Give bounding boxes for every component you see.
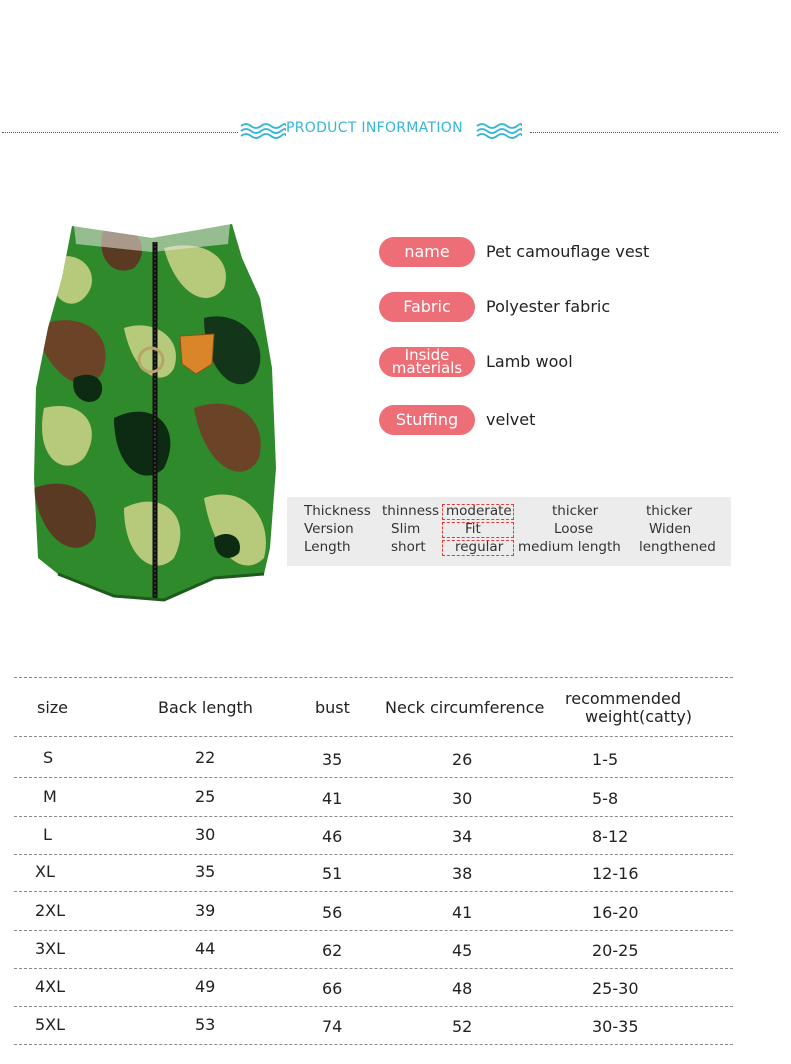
cell-back-length: 53	[195, 1015, 216, 1034]
grading-option-selected: Fit	[465, 521, 481, 537]
header-rule-left	[2, 132, 238, 133]
cell-weight: 25-30	[592, 979, 639, 998]
table-row-rule	[14, 968, 733, 969]
grading-option: thicker	[552, 503, 599, 519]
attr-value-inside-materials: Lamb wool	[486, 352, 573, 371]
cell-size: L	[43, 825, 52, 844]
table-row-rule	[14, 891, 733, 892]
cell-bust: 35	[322, 750, 343, 769]
camouflage-vest-image	[14, 218, 332, 602]
cell-back-length: 35	[195, 862, 216, 881]
section-title: PRODUCT INFORMATION	[286, 120, 463, 136]
attr-label-inside-line2: materials	[391, 359, 463, 377]
cell-size: 2XL	[35, 901, 66, 920]
grading-option: short	[391, 539, 426, 555]
grading-option: thinness	[382, 503, 440, 519]
cell-back-length: 25	[195, 787, 216, 806]
cell-back-length: 22	[195, 748, 216, 767]
grading-option: Slim	[391, 521, 421, 537]
cell-size: S	[43, 748, 54, 767]
cell-weight: 30-35	[592, 1017, 639, 1036]
table-row-rule	[14, 777, 733, 778]
cell-neck: 45	[452, 941, 473, 960]
cell-size: M	[43, 787, 57, 806]
table-row-rule	[14, 1006, 733, 1007]
cell-back-length: 49	[195, 977, 216, 996]
table-row-rule	[14, 854, 733, 855]
grading-option: Widen	[649, 521, 692, 537]
cell-bust: 66	[322, 979, 343, 998]
cell-back-length: 30	[195, 825, 216, 844]
header-rule-right	[530, 132, 778, 133]
wave-icon-left	[240, 122, 286, 140]
cell-size: 3XL	[35, 939, 66, 958]
cell-neck: 38	[452, 864, 473, 883]
attr-label-inside-line1: Inside	[404, 346, 450, 364]
cell-weight: 5-8	[592, 789, 619, 808]
grading-option: Loose	[554, 521, 594, 537]
attr-value-fabric: Polyester fabric	[486, 297, 611, 316]
cell-weight: 16-20	[592, 903, 639, 922]
cell-back-length: 44	[195, 939, 216, 958]
col-header-weight-line1: recommended	[565, 689, 681, 708]
cell-bust: 51	[322, 864, 343, 883]
cell-bust: 46	[322, 827, 343, 846]
cell-back-length: 39	[195, 901, 216, 920]
cell-bust: 56	[322, 903, 343, 922]
attr-label-inside-materials	[379, 347, 475, 377]
grading-option: medium length	[518, 539, 621, 555]
attr-label-name: name	[379, 237, 475, 267]
cell-bust: 41	[322, 789, 343, 808]
cell-neck: 34	[452, 827, 473, 846]
table-rule	[14, 736, 733, 737]
col-header-weight-line2: weight(catty)	[585, 707, 693, 726]
attr-label-fabric: Fabric	[379, 292, 475, 322]
col-header-back-length: Back length	[158, 698, 253, 717]
cell-size: 4XL	[35, 977, 66, 996]
grading-row-name: Version	[304, 521, 354, 537]
table-row-rule	[14, 1044, 733, 1045]
attr-label-stuffing: Stuffing	[379, 405, 475, 435]
grading-row-name: Length	[304, 539, 351, 555]
cell-neck: 52	[452, 1017, 473, 1036]
cell-weight: 8-12	[592, 827, 629, 846]
cell-neck: 26	[452, 750, 473, 769]
col-header-neck: Neck circumference	[385, 698, 545, 717]
grading-option: lengthened	[639, 539, 716, 555]
cell-size: 5XL	[35, 1015, 66, 1034]
grading-option: thicker	[646, 503, 693, 519]
cell-neck: 48	[452, 979, 473, 998]
cell-bust: 74	[322, 1017, 343, 1036]
grading-option-selected: regular	[455, 539, 504, 555]
attr-value-name: Pet camouflage vest	[486, 242, 650, 261]
attr-value-stuffing: velvet	[486, 410, 536, 429]
col-header-bust: bust	[315, 698, 350, 717]
cell-size: XL	[35, 862, 55, 881]
grading-row-name: Thickness	[304, 503, 371, 519]
wave-icon-right	[476, 122, 522, 140]
cell-weight: 1-5	[592, 750, 619, 769]
table-rule	[14, 677, 733, 678]
table-row-rule	[14, 930, 733, 931]
cell-weight: 20-25	[592, 941, 639, 960]
col-header-size: size	[37, 698, 69, 717]
cell-neck: 30	[452, 789, 473, 808]
cell-bust: 62	[322, 941, 343, 960]
cell-weight: 12-16	[592, 864, 639, 883]
cell-neck: 41	[452, 903, 473, 922]
grading-option-selected: moderate	[446, 503, 512, 519]
table-row-rule	[14, 816, 733, 817]
